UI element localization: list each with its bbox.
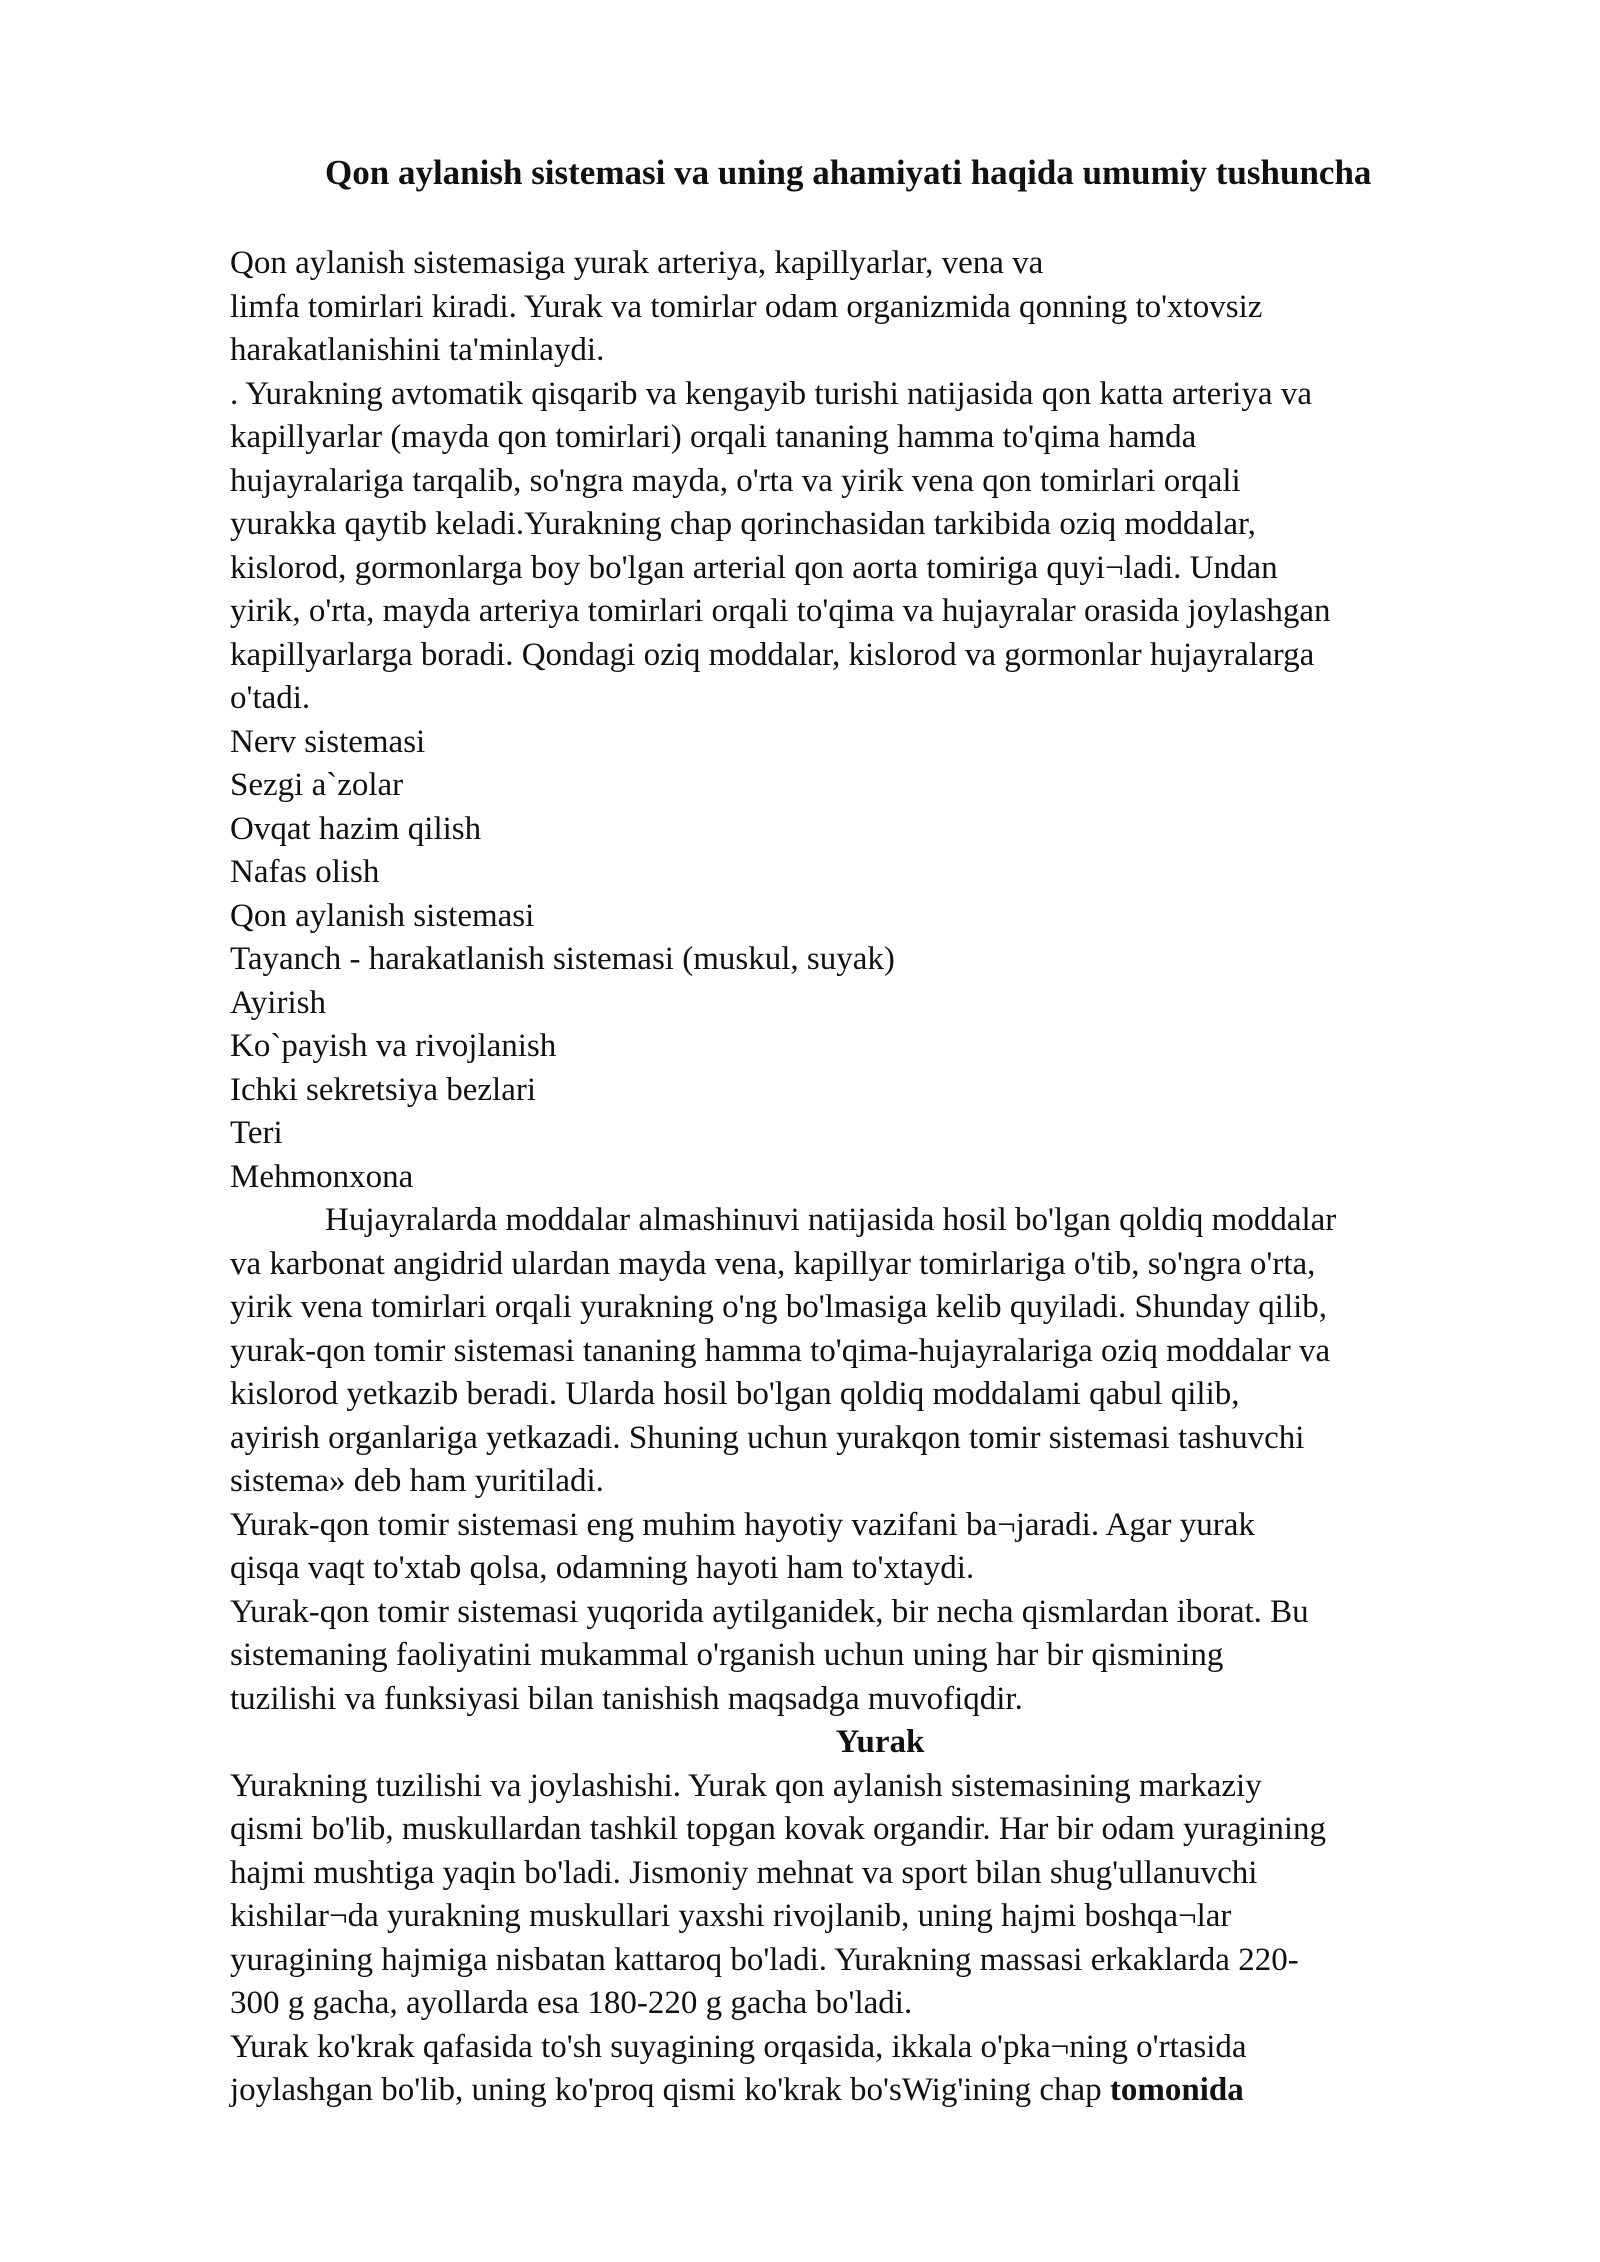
- list-item: Tayanch - harakatlanish sistemasi (muskul, suyak): [230, 941, 895, 977]
- list-item: Ichki sekretsiya bezlari: [230, 1071, 537, 1108]
- document-title: Qon aylanish sistemasi va uning ahamiyati haqida umumiy tushuncha: [325, 153, 1372, 192]
- text-line: tuzilishi va funksiyasi bilan tanishish maqsadga muvofiqdir.: [230, 1680, 1023, 1717]
- paragraph-heart-structure: [230, 1765, 1530, 2026]
- document-body: [230, 242, 1530, 2113]
- list-item: Mehmonxona: [230, 1158, 414, 1195]
- text-line: Yurakning tuzilishi va joylashishi. Yurak qon aylanish sistemasining markaziy: [230, 1767, 1262, 1804]
- text-line: o'tadi.: [230, 680, 311, 716]
- text-line: yirik vena tomirlari orqali yurakning o'ng bo'lmasiga kelib quyiladi. Shunday qilib,: [230, 1289, 1328, 1325]
- text-line: kapillyarlarga boradi. Qondagi oziq moddalar, kislorod va gormonlar hujayralarga: [230, 636, 1315, 673]
- paragraph-metabolism: [230, 1199, 1530, 1504]
- text-line: qisqa vaqt to'xtab qolsa, odamning hayoti ham to'xtaydi.: [230, 1550, 975, 1586]
- list-item: Qon aylanish sistemasi: [230, 897, 535, 934]
- text-line: Yurak-qon tomir sistemasi yuqorida aytilganidek, bir necha qismlardan iborat. Bu: [230, 1593, 1309, 1630]
- text-line: sistemaning faoliyatini mukammal o'rganish uchun uning har bir qismining: [230, 1637, 1224, 1673]
- text-line: Yurak-qon tomir sistemasi eng muhim hayotiy vazifani ba¬jaradi. Agar yurak: [230, 1506, 1255, 1543]
- text-line: va karbonat angidrid ulardan mayda vena, kapillyar tomirlariga o'tib, so'ngra o'rta,: [230, 1245, 1316, 1282]
- list-item: Nafas olish: [230, 854, 380, 890]
- text-line: qismi bo'lib, muskullardan tashkil topgan kovak organdir. Har bir odam yuragining: [230, 1811, 1327, 1847]
- list-item: Ko`payish va rivojlanish: [230, 1028, 557, 1064]
- text-line: limfa tomirlari kiradi. Yurak va tomirlar odam organizmida qonning to'xtovsiz: [230, 288, 1263, 325]
- text-line: yuragining hajmiga nisbatan kattaroq bo'ladi. Yurakning massasi erkaklarda 220-: [230, 1941, 1299, 1978]
- list-item: Nerv sistemasi: [230, 723, 426, 760]
- text-line: hajmi mushtiga yaqin bo'ladi. Jismoniy mehnat va sport bilan shug'ullanuvchi: [230, 1854, 1258, 1891]
- text-line: yurak-qon tomir sistemasi tananing hamma to'qima-hujayralariga oziq moddalar va: [230, 1332, 1331, 1369]
- paragraph-heart-location: [230, 2026, 1530, 2113]
- text-line: 300 g gacha, ayollarda esa 180-220 g gacha bo'ladi.: [230, 1985, 913, 2021]
- text-line: yirik, o'rta, mayda arteriya tomirlari orqali to'qima va hujayralar orasida joylashgan: [230, 593, 1331, 629]
- text-line: Qon aylanish sistemasiga yurak arteriya, kapillyarlar, vena va: [230, 245, 1044, 281]
- text-line: . Yurakning avtomatik qisqarib va kengayib turishi natijasida qon katta arteriya va: [230, 375, 1312, 412]
- list-item: Ovqat hazim qilish: [230, 810, 482, 847]
- text-line: ayirish organlariga yetkazadi. Shuning uchun yurakqon tomir sistemasi tashuvchi: [230, 1419, 1305, 1456]
- text-line-last-plain: joylashgan bo'lib, uning ko'proq qismi ko'krak bo'sWig'ining chap: [230, 2072, 1110, 2108]
- list-item: Sezgi a`zolar: [230, 767, 404, 803]
- text-line: sistema» deb ham yuritiladi.: [230, 1463, 604, 1499]
- paragraph-parts: [230, 1591, 1530, 1722]
- text-line-last: [230, 2069, 1530, 2113]
- text-line: kislorod yetkazib beradi. Ularda hosil bo'lgan qoldiq moddalami qabul qilib,: [230, 1376, 1240, 1412]
- text-line: Hujayralarda moddalar almashinuvi natijasida hosil bo'lgan qoldiq moddalar: [325, 1202, 1337, 1238]
- text-line: yurakka qaytib keladi.Yurakning chap qorinchasidan tarkibida oziq moddalar,: [230, 506, 1256, 542]
- text-line: hujayralariga tarqalib, so'ngra mayda, o'rta va yirik vena qon tomirlari orqali: [230, 462, 1241, 499]
- text-line: kishilar¬da yurakning muskullari yaxshi rivojlanib, uning hajmi boshqa¬lar: [230, 1898, 1232, 1934]
- text-line: kislorod, gormonlarga boy bo'lgan arterial qon aorta tomiriga quyi¬ladi. Undan: [230, 549, 1278, 586]
- text-line-last-bold: tomonida: [1109, 2072, 1244, 2108]
- text-line: harakatlanishini ta'minlaydi.: [230, 332, 605, 368]
- systems-list: [230, 721, 1530, 1200]
- section-heading: Yurak: [835, 1724, 925, 1760]
- text-line: Yurak ko'krak qafasida to'sh suyagining orqasida, ikkala o'pka¬ning o'rtasida: [230, 2028, 1247, 2065]
- intro-paragraph: [230, 242, 1530, 721]
- paragraph-vital-function: [230, 1504, 1530, 1591]
- list-item: Teri: [230, 1115, 283, 1151]
- text-line: kapillyarlar (mayda qon tomirlari) orqali tananing hamma to'qima hamda: [230, 419, 1197, 455]
- list-item: Ayirish: [230, 984, 326, 1021]
